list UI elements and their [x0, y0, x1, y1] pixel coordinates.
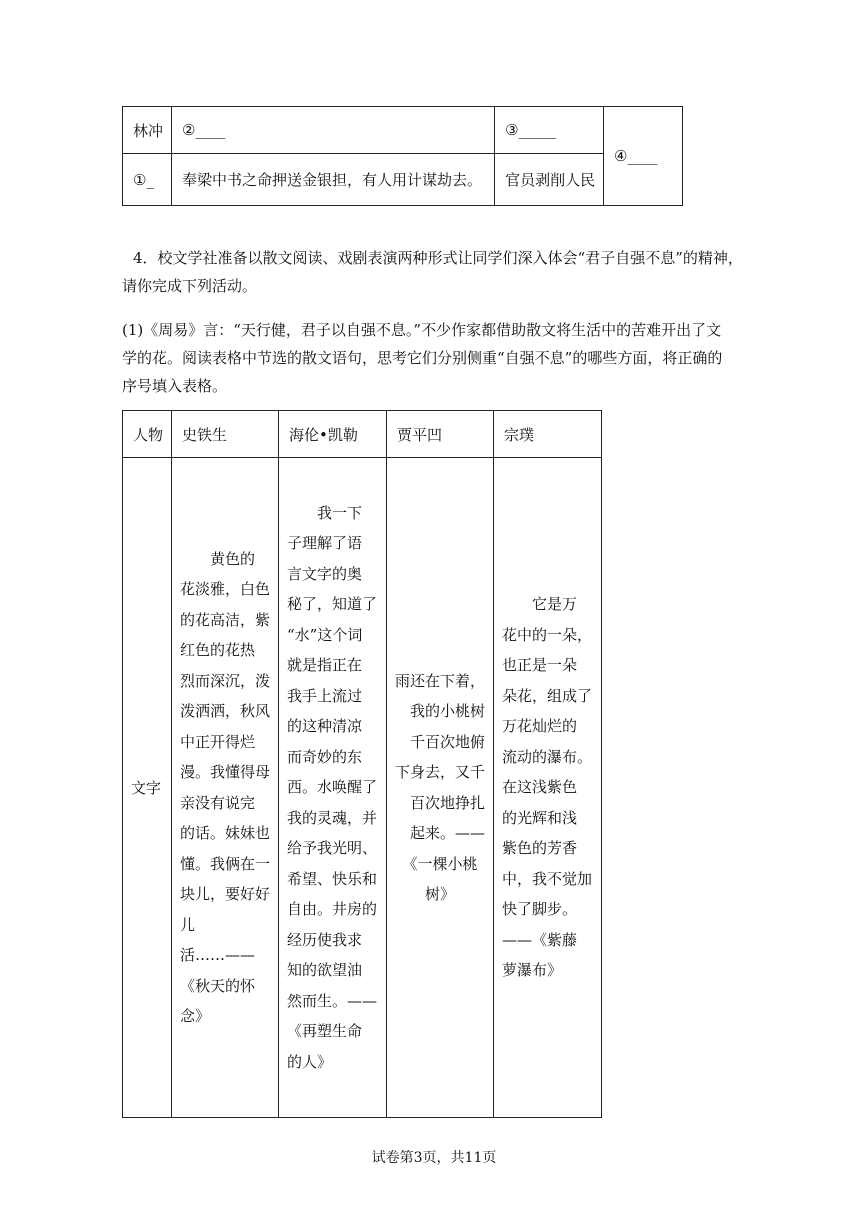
- essay-line: 的这种清凉: [287, 717, 363, 736]
- page-footer: 试卷第3页，共11页: [371, 1150, 497, 1166]
- essay-line: 然而生。——: [287, 991, 378, 1010]
- header-zongpu: 宗璞: [494, 411, 602, 458]
- essay-line: 《秋天的怀: [180, 976, 256, 995]
- essay-line: 的花高洁，紫: [180, 610, 271, 629]
- sub1-line3: 序号填入表格。: [122, 377, 228, 395]
- essay-line: 烈而深沉，泼: [180, 671, 271, 690]
- essay-helen-keller: [279, 458, 387, 1118]
- essay-line: 块儿，要好好: [180, 885, 271, 903]
- essay-line: 给予我光明、: [287, 839, 378, 858]
- essay-line: 亲没有说完: [180, 793, 256, 812]
- essay-line: 活……——: [180, 946, 256, 964]
- essay-line: 流动的瀑布。: [502, 747, 593, 766]
- essay-line: 我一下: [287, 503, 363, 522]
- answer-table-characters: [122, 106, 683, 206]
- essay-line: 的光辉和浅: [502, 808, 578, 827]
- header-shitiesheng: 史铁生: [172, 411, 279, 458]
- essay-line: 树》: [395, 885, 456, 903]
- blank-3: ③_____: [495, 107, 604, 154]
- essay-line: 希望、快乐和: [287, 869, 378, 888]
- essay-line: 朵花，组成了: [502, 686, 593, 705]
- header-person: 人物: [123, 411, 172, 458]
- essay-line: 我的小桃树: [395, 702, 486, 720]
- essay-line: 起来。——: [395, 824, 486, 842]
- essay-line: 西。水唤醒了: [287, 778, 378, 797]
- essay-line: 秘了，知道了: [287, 595, 378, 614]
- essay-line: 我手上流过: [287, 686, 363, 705]
- essay-line: 的话。妹妹也: [180, 824, 271, 842]
- essay-line: 我的灵魂，并: [287, 808, 378, 827]
- essay-line: 漫。我懂得母: [180, 763, 271, 781]
- essay-line: 它是万: [502, 595, 578, 614]
- essay-line: “水”这个词: [287, 625, 363, 644]
- blank-2: ②____: [171, 107, 494, 154]
- essay-line: 而奇妙的东: [287, 747, 363, 766]
- row-label-text: 文字: [123, 458, 172, 1118]
- essay-line: 百次地挣扎: [395, 793, 486, 812]
- essay-line: 经历使我求: [287, 930, 363, 949]
- header-helen-keller: 海伦•凯勒: [279, 411, 387, 458]
- essay-line: 子理解了语: [287, 534, 363, 553]
- essay-table: [122, 410, 602, 1118]
- essay-line: 紫色的芳香: [502, 839, 578, 858]
- essay-line: 言文字的奥: [287, 564, 363, 583]
- blank-4: ④____: [604, 107, 683, 206]
- essay-line: 在这浅紫色: [502, 778, 578, 797]
- essay-zongpu: [494, 458, 602, 1118]
- question-4-line2: 请你完成下列活动。: [122, 277, 258, 295]
- essay-line: 中，我不觉加: [502, 869, 593, 888]
- essay-line: 儿: [180, 915, 196, 934]
- essay-line: 千百次地俯: [395, 732, 486, 751]
- essay-line: 萝瀑布》: [502, 961, 563, 980]
- essay-line: 知的欲望油: [287, 961, 363, 980]
- sub1-line2: 学的花。阅读表格中节选的散文语句，思考它们分别侧重“自强不息”的哪些方面，将正确的: [122, 349, 723, 367]
- cell-name-linchong: 林冲: [123, 107, 172, 154]
- blank-1: ①_: [123, 154, 172, 206]
- essay-line: 《再塑生命: [287, 1022, 363, 1041]
- cell-event: 奉梁中书之命押送金银担，有人用计谋劫去。: [171, 154, 494, 206]
- essay-line: 的人》: [287, 1052, 333, 1071]
- essay-line: 下身去，又千: [395, 763, 486, 781]
- essay-line: 中正开得烂: [180, 732, 256, 751]
- essay-shitiesheng: [172, 458, 279, 1118]
- essay-line: 懂。我俩在一: [180, 854, 271, 873]
- header-jiapingwa: 贾平凹: [387, 411, 494, 458]
- essay-line: 自由。井房的: [287, 900, 378, 919]
- essay-line: 红色的花热: [180, 641, 256, 659]
- cell-theme: 官员剥削人民: [495, 154, 604, 206]
- essay-line: 黄色的: [180, 549, 256, 568]
- sub1-line1: (1)《周易》言：“天行健，君子以自强不息。”不少作家都借助散文将生活中的苦难开出了文: [122, 321, 722, 339]
- essay-line: 快了脚步。: [502, 900, 578, 919]
- essay-line: 《一棵小桃: [395, 854, 478, 873]
- essay-line: 雨还在下着，: [395, 671, 486, 690]
- essay-jiapingwa: [387, 458, 494, 1118]
- question-4: [122, 244, 773, 300]
- question-4-sub1: [122, 316, 772, 400]
- essay-line: 也正是一朵: [502, 656, 578, 675]
- essay-line: 就是指正在: [287, 656, 363, 675]
- essay-line: 万花灿烂的: [502, 717, 578, 736]
- essay-line: 泼洒洒，秋风: [180, 702, 271, 720]
- essay-line: 花淡雅，白色: [180, 580, 271, 598]
- essay-line: ——《紫藤: [502, 930, 578, 949]
- essay-line: 花中的一朵，: [502, 625, 593, 644]
- essay-line: 念》: [180, 1007, 211, 1025]
- question-4-line1: 4．校文学社准备以散文阅读、戏剧表演两种形式让同学们深入体会“君子自强不息”的精神，: [133, 249, 743, 267]
